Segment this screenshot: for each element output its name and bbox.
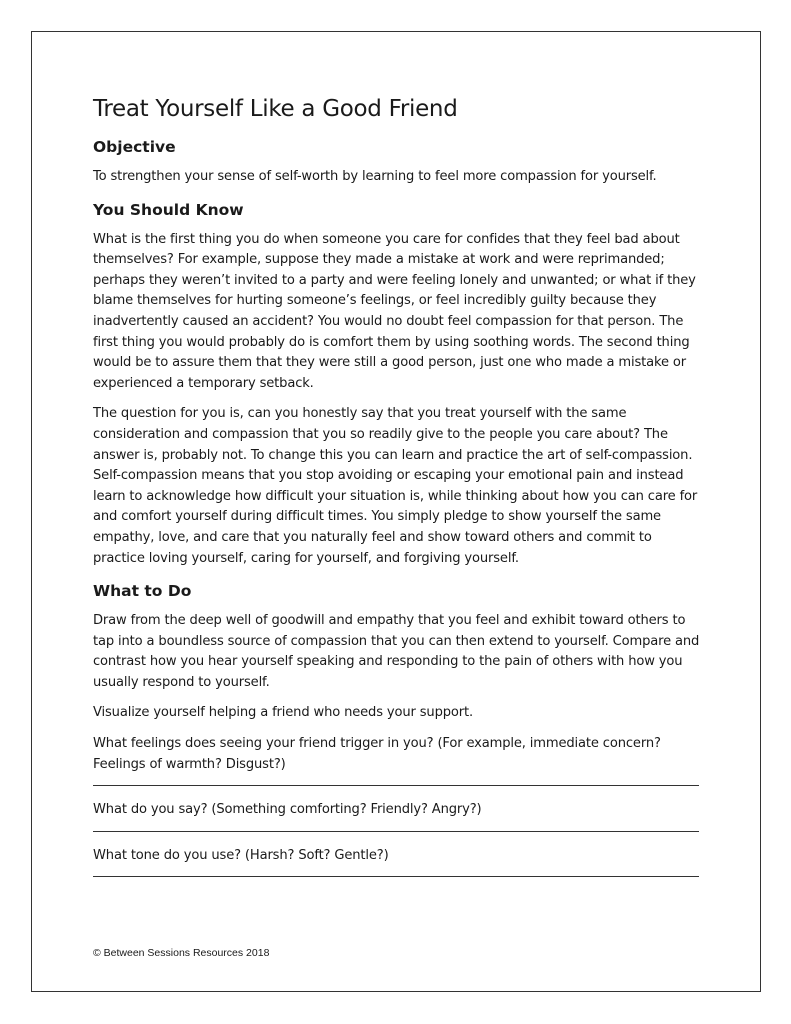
prompt-tone: What tone do you use? (Harsh? Soft? Gentle?) (93, 847, 389, 863)
you-should-know-paragraph-1: What is the first thing you do when someone you care for confides that they feel bad about themselves? For example, suppose they made a mistake at work and were reprimanded; perhaps they weren’t invited to a party and were feeling lonely and unwanted; or what if they blame themselves for hurting someone’s feelings, or feel incredibly guilty because they inadvertently caused an accident? You would no doubt feel compassion for that person. The first thing you would probably do is comfort them by using soothing words. The second thing would be to assure them that they were still a good person, just one who made a mistake or experienced a temporary setback. (93, 231, 696, 391)
answer-line-feelings[interactable] (93, 775, 699, 786)
what-to-do-heading: What to Do (93, 582, 192, 601)
document-title: Treat Yourself Like a Good Friend (93, 96, 458, 122)
answer-line-tone[interactable] (93, 866, 699, 877)
what-to-do-paragraph-2: Visualize yourself helping a friend who needs your support. (93, 705, 473, 721)
objective-text: To strengthen your sense of self-worth by learning to feel more compassion for yourself. (93, 169, 657, 184)
copyright-footer: © Between Sessions Resources 2018 (93, 947, 270, 959)
prompt-what-you-say: What do you say? (Something comforting? Friendly? Angry?) (93, 802, 482, 818)
you-should-know-heading: You Should Know (93, 200, 244, 219)
worksheet-content (93, 95, 703, 889)
answer-line-what-you-say[interactable] (93, 821, 699, 832)
objective-heading: Objective (93, 138, 176, 156)
what-to-do-paragraph-1: Draw from the deep well of goodwill and empathy that you feel and exhibit toward others to tap into a boundless source of compassion that you can then extend to yourself. Compare and contrast how you hear yourself speaking and responding to the pain of others with how you usually respond to yourself. (93, 613, 700, 690)
you-should-know-paragraph-2: The question for you is, can you honestly say that you treat yourself with the same consideration and compassion that you so readily give to the people you care about? The answer is, probably not. To change this you can learn and practice the art of self-compassion. Self-compassion means that you stop avoiding or escaping your emotional pain and instead learn to acknowledge how difficult your situation is, while thinking about how you can care for and comfort yourself during difficult times. You simply pledge to show yourself the same empathy, love, and care that you naturally feel and show toward others and commit to practice loving yourself, caring for yourself, and forgiving yourself. (93, 406, 698, 566)
prompt-feelings: What feelings does seeing your friend trigger in you? (For example, immediate concern? Feelings of warmth? Disgust?) (93, 736, 661, 772)
